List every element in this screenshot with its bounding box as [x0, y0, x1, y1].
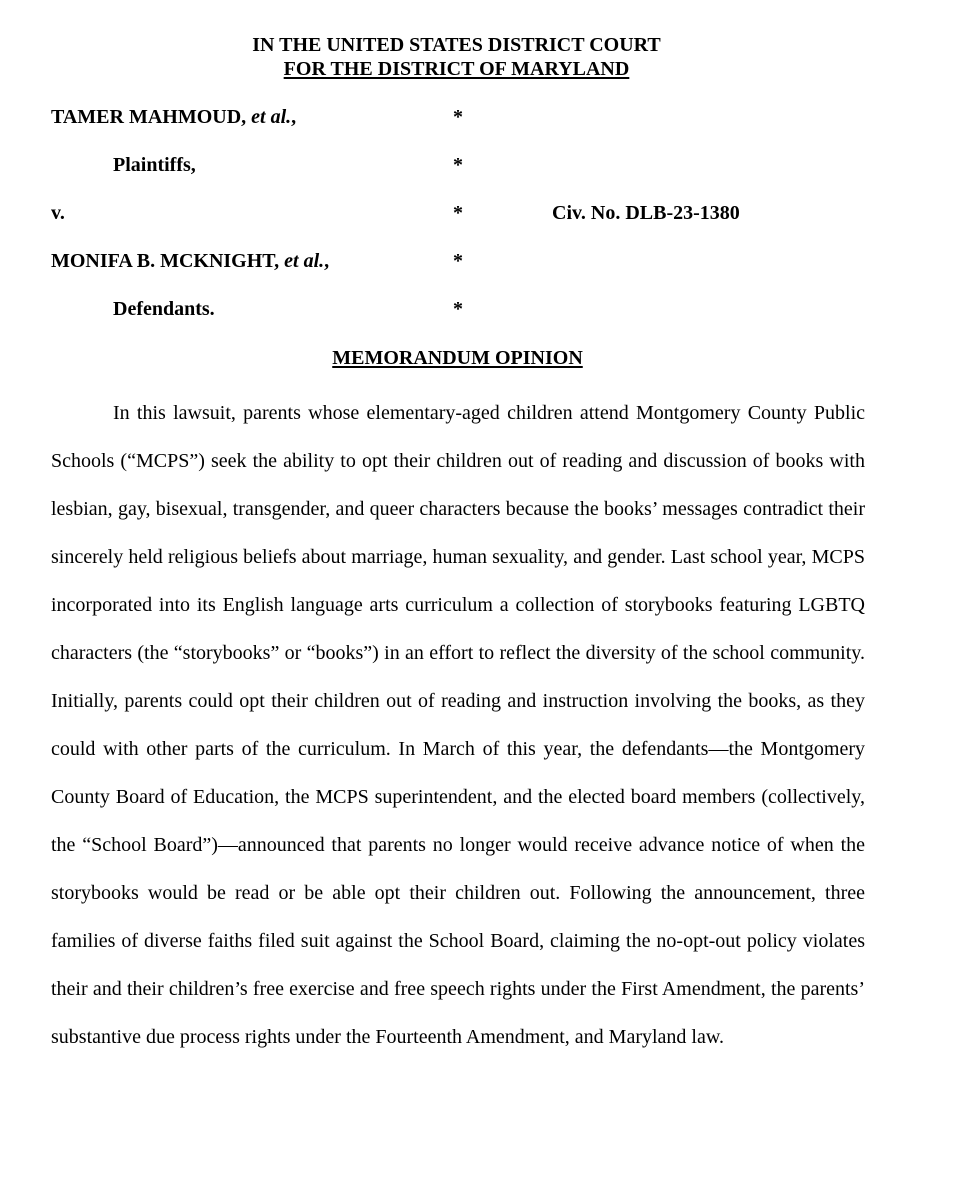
- case-number: Civ. No. DLB-23-1380: [552, 202, 740, 224]
- caption-row-versus: [0, 200, 963, 226]
- caption-star: *: [453, 154, 463, 176]
- court-district: FOR THE DISTRICT OF MARYLAND: [283, 58, 630, 80]
- caption-star: *: [453, 298, 463, 320]
- document-title: MEMORANDUM OPINION: [332, 347, 583, 369]
- caption-row-plaintiff: [0, 104, 963, 130]
- versus-label: v.: [51, 202, 65, 224]
- caption-row-defendants-label: [0, 296, 963, 322]
- caption-row-defendant: [0, 248, 963, 274]
- caption-star: *: [453, 106, 463, 128]
- defendants-label: Defendants.: [113, 298, 215, 320]
- defendant-name: MONIFA B. MCKNIGHT, et al.,: [51, 250, 330, 272]
- plaintiffs-label: Plaintiffs,: [113, 154, 196, 176]
- caption-star: *: [453, 202, 463, 224]
- caption-star: *: [453, 250, 463, 272]
- plaintiff-name: TAMER MAHMOUD, et al.,: [51, 106, 297, 128]
- opening-paragraph: In this lawsuit, parents whose elementary-aged children attend Montgomery County Public Schools (“MCPS”) seek the ability to opt their children out of reading and discussion of books with lesbian, gay, bisexual, transgender, and queer characters because the books’ messages contradict their sincerely held religious beliefs about marriage, human sexuality, and gender. Last school year, MCPS incorporated into its English language arts curriculum a collection of storybooks featuring LGBTQ characters (the “storybooks” or “books”) in an effort to reflect the diversity of the school community. Initially, parents could opt their children out of reading and instruction involving the books, as they could with other parts of the curriculum. In March of this year, the defendants—the Montgomery County Board of Education, the MCPS superintendent, and the elected board members (collectively, the “School Board”)—announced that parents no longer would receive advance notice of when the storybooks would be read or be able opt their children out. Following the announcement, three families of diverse faiths filed suit against the School Board, claiming the no-opt-out policy violates their and their children’s free exercise and free speech rights under the First Amendment, the parents’ substantive due process rights under the Fourteenth Amendment, and Maryland law.: [51, 402, 865, 1048]
- court-name: IN THE UNITED STATES DISTRICT COURT: [252, 34, 661, 56]
- caption-row-plaintiffs-label: [0, 152, 963, 178]
